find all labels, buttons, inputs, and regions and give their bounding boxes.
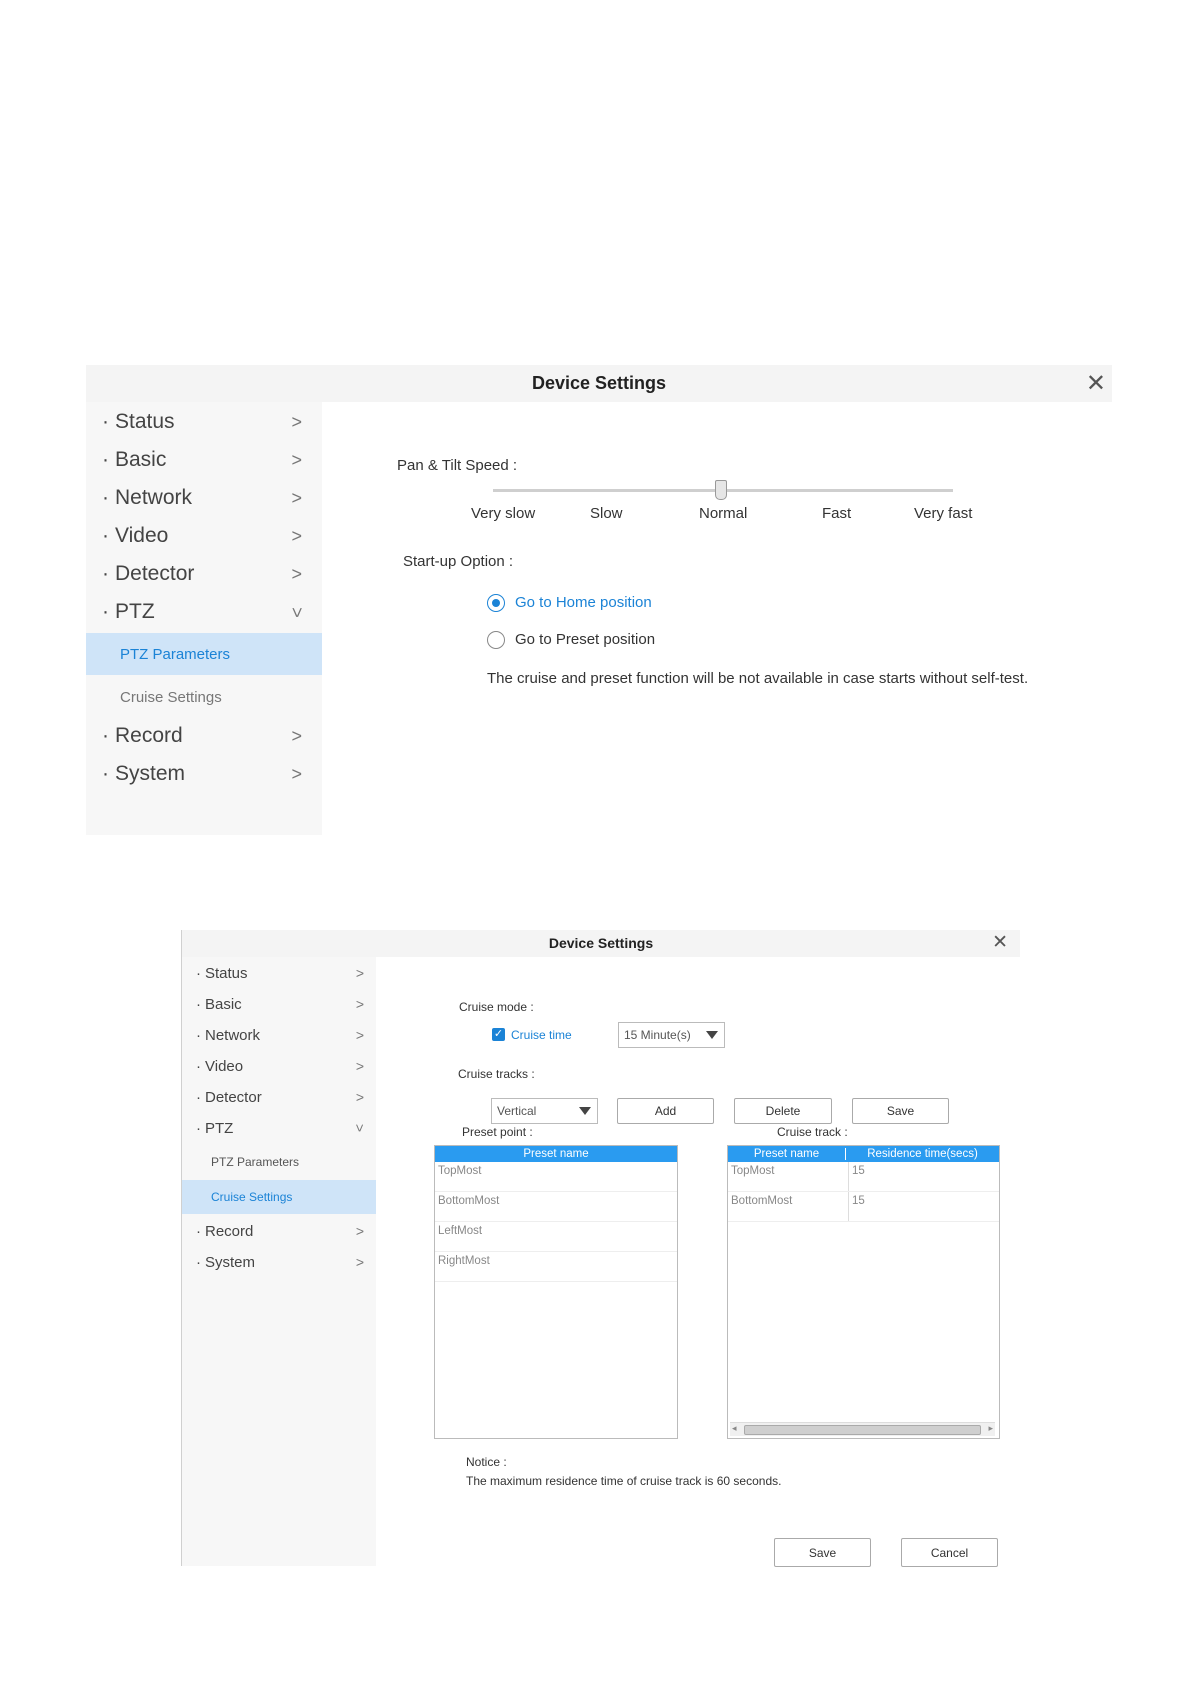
sidebar-subitem-cruise-settings[interactable] — [182, 1180, 376, 1214]
sidebar-subitem-label: Cruise Settings — [211, 1190, 293, 1204]
preset-point-table[interactable] — [434, 1145, 678, 1439]
sidebar-item-network[interactable]: · Network > — [196, 1026, 364, 1044]
dialog-title: Device Settings — [548, 935, 654, 951]
sidebar-item-video[interactable]: · Video > — [196, 1057, 364, 1075]
chevron-right-icon: > — [291, 525, 302, 546]
table-header — [728, 1146, 999, 1162]
sidebar-item-label: Detector — [115, 562, 195, 585]
sidebar-item-record[interactable]: · Record > — [196, 1222, 364, 1240]
dropdown-arrow-icon — [579, 1107, 591, 1115]
sidebar-item-label: PTZ — [205, 1119, 234, 1137]
sidebar-item-label: System — [205, 1253, 256, 1271]
sidebar-item-basic[interactable]: · Basic > — [102, 448, 302, 471]
horizontal-scrollbar[interactable] — [730, 1422, 995, 1436]
cruise-track-select[interactable] — [491, 1098, 598, 1124]
sidebar-item-record[interactable]: · Record > — [102, 724, 302, 747]
cruise-time-value: 15 Minute(s) — [624, 1028, 691, 1042]
speed-label-slow: Slow — [590, 505, 623, 522]
chevron-right-icon: > — [291, 449, 302, 470]
sidebar-item-detector[interactable]: · Detector > — [102, 562, 302, 585]
chevron-right-icon: > — [355, 1089, 364, 1105]
device-settings-dialog-ptz — [86, 365, 1112, 835]
delete-button[interactable]: Delete — [734, 1098, 832, 1124]
table-row[interactable] — [728, 1162, 999, 1192]
sidebar-item-label: Status — [115, 410, 175, 433]
sidebar-item-label: Record — [205, 1222, 254, 1240]
residence-time-header: Residence time(secs) — [867, 1148, 978, 1160]
sidebar-item-system[interactable]: · System > — [102, 762, 302, 785]
sidebar-item-status[interactable]: · Status > — [102, 410, 302, 433]
scroll-right-icon[interactable]: ▸ — [988, 1423, 993, 1433]
cruise-mode-label: Cruise mode : — [459, 1000, 534, 1014]
preset-position-label[interactable]: Go to Preset position — [515, 631, 656, 648]
speed-label-fast: Fast — [822, 505, 852, 522]
preset-name-cell: TopMost — [731, 1165, 775, 1177]
chevron-right-icon: > — [355, 1254, 364, 1270]
table-row[interactable] — [435, 1252, 677, 1282]
radio-home-position[interactable] — [487, 594, 505, 612]
sidebar-item-system[interactable]: · System > — [196, 1253, 364, 1271]
table-row[interactable] — [435, 1192, 677, 1222]
sidebar-item-label: Video — [115, 524, 169, 547]
sidebar-item-label: Detector — [205, 1088, 262, 1106]
preset-name-header: Preset name — [523, 1148, 589, 1160]
sidebar-item-detector[interactable]: · Detector > — [196, 1088, 364, 1106]
chevron-right-icon: > — [355, 1058, 364, 1074]
sidebar-item-label: Network — [205, 1026, 261, 1044]
dialog-title: Device Settings — [531, 373, 667, 393]
sidebar-item-network[interactable]: · Network > — [102, 486, 302, 509]
startup-option-label: Start-up Option : — [403, 553, 514, 570]
sidebar-item-basic[interactable]: · Basic > — [196, 995, 364, 1013]
cruise-time-label[interactable]: Cruise time — [511, 1028, 572, 1042]
sidebar-subitem-label: PTZ Parameters — [120, 645, 231, 663]
scrollbar-thumb[interactable] — [744, 1425, 981, 1435]
preset-point-label: Preset point : — [462, 1125, 533, 1139]
sidebar-item-label: Status — [205, 964, 248, 982]
cruise-tracks-label: Cruise tracks : — [458, 1067, 535, 1081]
table-header — [435, 1146, 677, 1162]
chevron-down-icon: > — [351, 1123, 368, 1133]
sidebar — [182, 957, 376, 1566]
table-row[interactable] — [728, 1192, 999, 1222]
close-icon[interactable]: ✕ — [1085, 370, 1106, 397]
chevron-right-icon: > — [355, 996, 364, 1012]
chevron-right-icon: > — [291, 763, 302, 784]
sidebar-item-ptz[interactable]: · PTZ > — [102, 600, 308, 623]
chevron-right-icon: > — [291, 487, 302, 508]
table-row[interactable] — [435, 1162, 677, 1192]
sidebar-item-label: Video — [205, 1057, 244, 1075]
sidebar-item-label: System — [115, 762, 186, 785]
chevron-right-icon: > — [291, 725, 302, 746]
add-button[interactable]: Add — [617, 1098, 714, 1124]
speed-label-very-slow: Very slow — [471, 505, 536, 522]
chevron-right-icon: > — [355, 1223, 364, 1239]
cruise-time-checkbox[interactable]: ✓ — [493, 1028, 504, 1040]
pan-tilt-speed-label: Pan & Tilt Speed : — [397, 457, 518, 474]
cruise-track-value: Vertical — [497, 1104, 537, 1118]
home-position-label[interactable]: Go to Home position — [515, 594, 652, 611]
device-settings-dialog-cruise — [181, 930, 1020, 1566]
preset-name-cell: LeftMost — [438, 1225, 483, 1237]
title-bar — [86, 365, 1112, 402]
speed-label-very-fast: Very fast — [914, 505, 973, 522]
scroll-left-icon[interactable]: ◂ — [732, 1423, 737, 1433]
cruise-track-label: Cruise track : — [777, 1125, 848, 1139]
chevron-right-icon: > — [355, 1027, 364, 1043]
preset-name-cell: BottomMost — [438, 1195, 500, 1207]
sidebar-item-ptz[interactable]: · PTZ > — [196, 1119, 368, 1137]
dropdown-arrow-icon — [706, 1031, 718, 1039]
sidebar-item-label: Basic — [205, 995, 242, 1013]
preset-name-cell: BottomMost — [731, 1195, 793, 1207]
sidebar-item-label: PTZ — [115, 600, 155, 623]
sidebar-subitem-label: PTZ Parameters — [211, 1155, 300, 1169]
residence-time-cell: 15 — [852, 1165, 865, 1177]
sidebar-subitem-label: Cruise Settings — [120, 688, 222, 706]
sidebar-subitem-ptz-parameters[interactable] — [86, 633, 322, 675]
chevron-down-icon: > — [287, 606, 308, 618]
cruise-time-select[interactable] — [618, 1022, 725, 1048]
self-test-note: The cruise and preset function will be not available in case starts without self-test. — [487, 670, 1029, 687]
preset-name-header: Preset name — [728, 1148, 846, 1160]
notice-text: The maximum residence time of cruise track is 60 seconds. — [466, 1474, 782, 1488]
sidebar-item-label: Basic — [115, 448, 167, 471]
chevron-right-icon: > — [291, 411, 302, 432]
save-button[interactable]: Save — [774, 1538, 871, 1567]
speed-label-normal: Normal — [699, 505, 748, 522]
sidebar-subitem-ptz-parameters[interactable] — [182, 1145, 376, 1179]
sidebar-item-status[interactable]: · Status > — [196, 964, 364, 982]
cruise-track-table[interactable] — [727, 1145, 1000, 1439]
cancel-button[interactable]: Cancel — [901, 1538, 998, 1567]
chevron-right-icon: > — [355, 965, 364, 981]
pan-tilt-speed-slider-handle[interactable] — [715, 480, 727, 500]
preset-name-cell: RightMost — [438, 1255, 490, 1267]
residence-time-cell: 15 — [852, 1195, 865, 1207]
sidebar-item-label: Network — [115, 486, 193, 509]
close-icon[interactable]: ✕ — [992, 932, 1008, 953]
table-row[interactable] — [435, 1222, 677, 1252]
sidebar-subitem-cruise-settings[interactable] — [86, 676, 322, 718]
sidebar — [86, 402, 322, 835]
save-track-button[interactable]: Save — [852, 1098, 949, 1124]
sidebar-item-video[interactable]: · Video > — [102, 524, 302, 547]
preset-name-cell: TopMost — [438, 1165, 482, 1177]
radio-preset-position[interactable] — [487, 631, 505, 649]
sidebar-item-label: Record — [115, 724, 183, 747]
notice-label: Notice : — [466, 1455, 507, 1469]
chevron-right-icon: > — [291, 563, 302, 584]
title-bar — [182, 930, 1020, 957]
